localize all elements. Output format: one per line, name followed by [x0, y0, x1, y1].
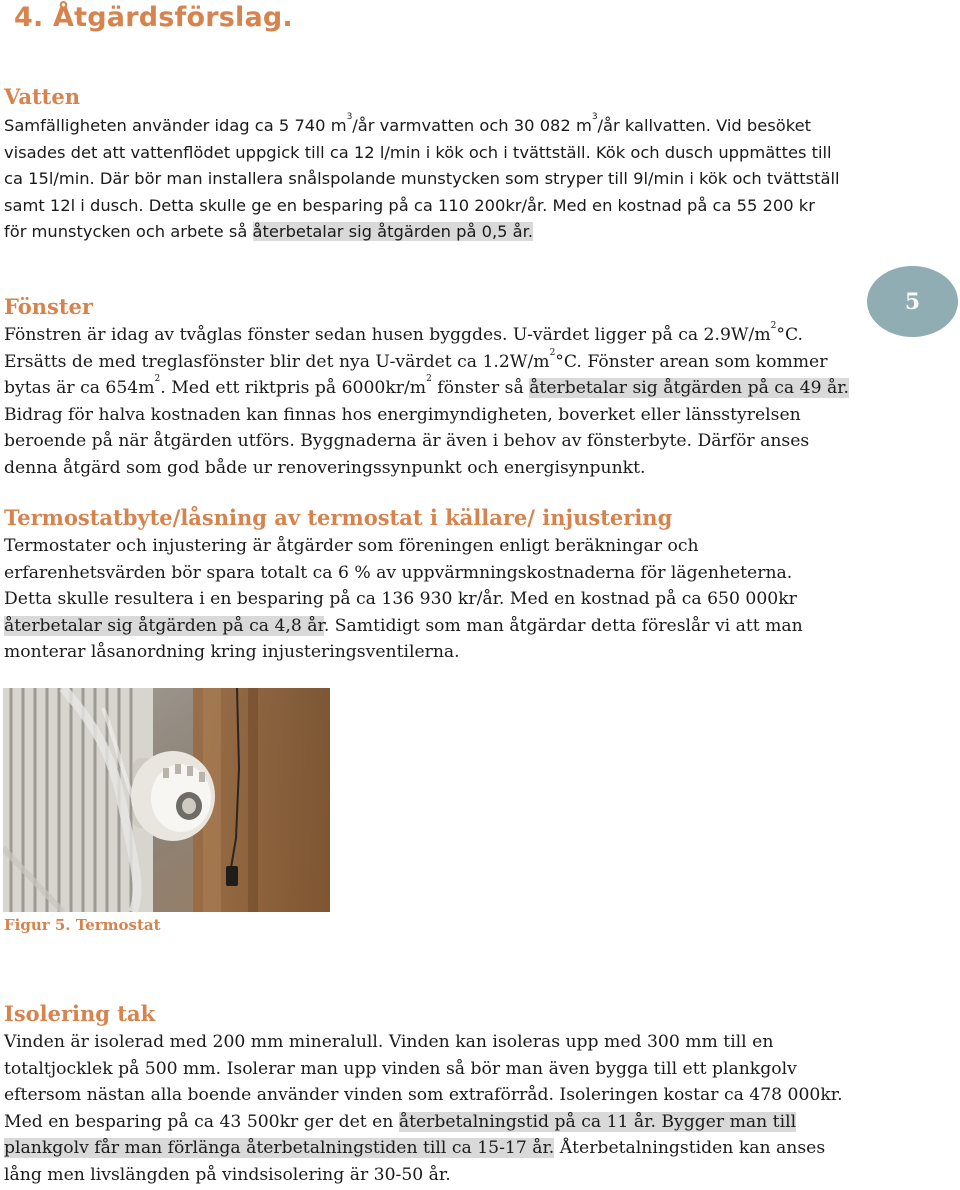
- highlight-vatten: återbetalar sig åtgärden på 0,5 år.: [252, 222, 534, 242]
- heading-vatten: Vatten: [4, 84, 81, 109]
- page-number-badge: 5: [867, 266, 958, 337]
- heading-termostat: Termostatbyte/låsning av termostat i källare/ injustering: [4, 505, 673, 530]
- highlight-termostat: återbetalar sig åtgärden på ca 4,8 år: [4, 615, 324, 636]
- heading-isolering: Isolering tak: [4, 1001, 156, 1026]
- paragraph-isolering: Vinden är isolerad med 200 mm mineralull. Vinden kan isoleras upp med 300 mm till en totaltjocklek på 500 mm. Isolerar man upp vinden så bör man även bygga till ett plankgolv eftersom nästan alla boende använder vinden som extraförråd. Isoleringen kostar ca 478 000kr. Med en besparing på ca 43 500kr ger det en återbetalningstid på ca 11 år. Bygger man till plankgolv får man förlänga återbetalningstiden till ca 15-17 år. Återbetalningstiden kan anses lång men livslängden på vindsisolering är 30-50 år.: [4, 1032, 843, 1185]
- paragraph-termostat: Termostater och injustering är åtgärder som föreningen enligt beräkningar och erfarenhetsvärden bör spara totalt ca 6 % av uppvärmningskostnaderna för lägenheterna. Detta skulle resultera i en besparing på ca 136 930 kr/år. Med en kostnad på ca 650 000kr återbetalar sig åtgärden på ca 4,8 år. Samtidigt som man åtgärdar detta föreslår vi att man monterar låsanordning kring injusteringsventilerna.: [4, 536, 803, 663]
- highlight-fonster: återbetalar sig åtgärden på ca 49 år.: [529, 378, 850, 399]
- heading-fonster: Fönster: [4, 294, 93, 319]
- paragraph-vatten: Samfälligheten använder idag ca 5 740 $m^3/år$ varmvatten och 30 082 $m^3/år$ kallvatten. Vid besöket visades det att vattenflödet uppgick till ca 12 l/min i kök och i tvättställ. Kök och dusch uppmättes till ca 15l/min. Där bör man installera snålspolande munstycken som stryper till 9l/min i kök och tvättställ samt 12l i dusch. Detta skulle ge en besparing på ca 110 200kr/år. Med en kostnad på ca 55 200 kr för munstycken och arbete så återbetalar sig åtgärden på 0,5 år.: [4, 112, 840, 242]
- highlight-isolering: återbetalningstid på ca 11 år. Bygger man till plankgolv får man förlänga återbetalningstiden till ca 15-17 år.: [4, 1111, 797, 1159]
- paragraph-fonster: Fönstren är idag av tvåglas fönster sedan husen byggdes. U-värdet ligger på ca $2.9W/m^2^\circ C$. Ersätts de med treglasfönster blir det nya U-värdet ca $1.2W/m^2^\circ C$. Fönster arean som kommer bytas är ca $654m^2$. Med ett riktpris på $6000kr/m^2$ fönster så återbetalar sig åtgärden på ca 49 år. Bidrag för halva kostnaden kan finnas hos energimyndigheten, boverket eller länsstyrelsen beroende på när åtgärden utförs. Byggnaderna är även i behov av fönsterbyte. Därför anses denna åtgärd som god både ur renoveringssynpunkt och energisynpunkt.: [4, 321, 850, 478]
- page-title: 4. Åtgärdsförslag.: [14, 2, 293, 33]
- figure-caption: Figur 5. Termostat: [4, 916, 161, 934]
- thermostat-photo: [3, 688, 330, 912]
